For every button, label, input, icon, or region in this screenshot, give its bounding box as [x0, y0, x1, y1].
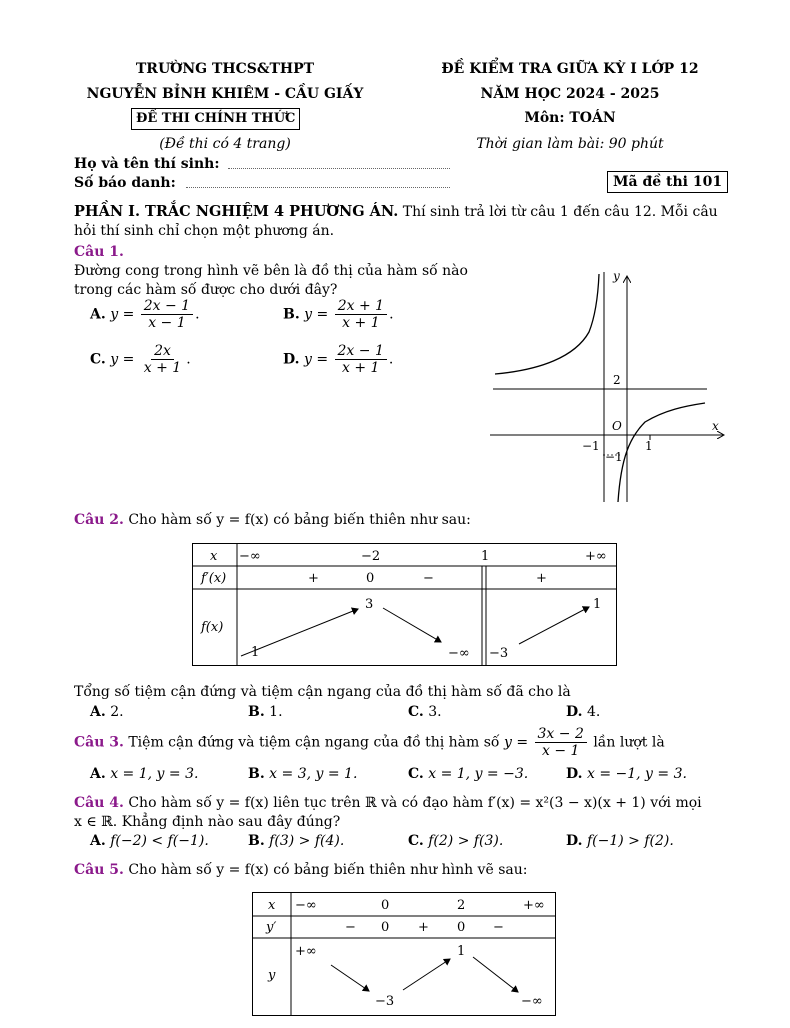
student-name-field[interactable]: [228, 168, 450, 169]
tick-label-neg1-x: −1: [582, 439, 600, 453]
student-name-label: Họ và tên thí sinh:: [74, 156, 220, 172]
q2-x-label: x: [210, 549, 218, 564]
q2-f-val-start: 1: [251, 645, 260, 660]
q3-option-d[interactable]: D. x = −1, y = 3.: [566, 766, 687, 782]
q2-text: Cho hàm số y = f(x) có bảng biến thiên như sau:: [128, 512, 471, 528]
part1-desc-line1: Thí sinh trả lời từ câu 1 đến câu 12. Mỗi câu: [402, 204, 718, 220]
official-exam-badge: ĐỀ THI CHÍNH THỨC: [131, 108, 300, 130]
q5-yp-sign-1: −: [345, 920, 356, 935]
q3-fraction: $\frac{3x - 2}{x - 1}$: [535, 726, 587, 759]
q2-fp-sign-3: −: [423, 571, 434, 586]
q2-f-val-max: 3: [365, 597, 374, 612]
q5-stem: [74, 862, 527, 878]
q3-option-b[interactable]: B. x = 3, y = 1.: [248, 766, 358, 782]
q3-option-a[interactable]: A. x = 1, y = 3.: [90, 766, 199, 782]
q1-label: Câu 1.: [74, 244, 124, 260]
q3-label: Câu 3.: [74, 734, 124, 751]
q5-arrow-up: [403, 959, 450, 990]
q2-f-label: f(x): [201, 620, 224, 635]
q2-fp-sign-2: 0: [366, 571, 375, 586]
q2-fp-sign-1: +: [308, 571, 319, 586]
q5-x-val-3: 2: [457, 898, 466, 913]
school-name-line1: TRƯỜNG THCS&THPT: [135, 61, 315, 77]
school-name-line2: NGUYỄN BỈNH KHIÊM - CẦU GIẤY: [86, 86, 364, 102]
q2-option-d[interactable]: D. 4.: [566, 704, 601, 720]
tick-label-2: 2: [613, 373, 621, 387]
q1-option-d[interactable]: D. y = $\frac{2x - 1}{x + 1}$ .: [283, 343, 394, 377]
q2-arrow-down: [383, 608, 441, 642]
q1-graph: [485, 262, 735, 507]
q2-x-val-3: 1: [481, 549, 490, 564]
q5-y-label: y: [268, 968, 276, 983]
q2-f-val-left-limit: −∞: [448, 646, 470, 661]
q5-yp-sign-2: 0: [381, 920, 390, 935]
q5-yp-sign-4: 0: [457, 920, 466, 935]
q2-fp-sign-4: +: [536, 571, 547, 586]
q2-arrow-up-2: [519, 607, 589, 644]
q5-x-val-4: +∞: [523, 898, 545, 913]
q2-f-val-end: 1: [593, 597, 602, 612]
exam-code: Mã đề thi 101: [607, 171, 728, 193]
q1-option-c[interactable]: C. y = $\frac{2x}{x + 1}$ .: [90, 343, 191, 377]
curve-left-branch: [495, 274, 599, 374]
q4-option-a[interactable]: A. f(−2) < f(−1).: [90, 833, 209, 849]
duration: Thời gian làm bài: 90 phút: [476, 136, 664, 152]
subject: Môn: TOÁN: [524, 110, 616, 126]
q1-option-b[interactable]: B. y = $\frac{2x + 1}{x + 1}$ .: [283, 298, 394, 332]
part1-desc-line2: hỏi thí sinh chỉ chọn một phương án.: [74, 223, 335, 239]
origin-label: O: [612, 419, 622, 433]
school-year: NĂM HỌC 2024 - 2025: [480, 86, 660, 102]
q1-text-line1: Đường cong trong hình vẽ bên là đồ thị của hàm số nào: [74, 263, 468, 279]
q4-option-b[interactable]: B. f(3) > f(4).: [248, 833, 345, 849]
student-id-label: Số báo danh:: [74, 175, 176, 191]
q2-x-val-4: +∞: [585, 549, 607, 564]
q3-text: Tiệm cận đứng và tiệm cận ngang của đồ thị hàm số: [128, 734, 500, 751]
page-count-note: (Đề thi có 4 trang): [159, 136, 291, 152]
x-axis-label: x: [712, 419, 719, 433]
q5-x-label: x: [268, 898, 276, 913]
q2-fp-label: f′(x): [201, 571, 227, 586]
part1-title: PHẦN I. TRẮC NGHIỆM 4 PHƯƠNG ÁN.: [74, 203, 399, 220]
q5-variation-table: [252, 892, 556, 1016]
q5-y-val-start: +∞: [295, 944, 317, 959]
q5-x-val-1: −∞: [295, 898, 317, 913]
student-id-field[interactable]: [186, 187, 450, 188]
y-axis-label: y: [613, 269, 620, 283]
curve-right-branch: [618, 403, 705, 502]
q2-variation-table: [192, 543, 617, 666]
q4-option-d[interactable]: D. f(−1) > f(2).: [566, 833, 674, 849]
q4-option-c[interactable]: C. f(2) > f(3).: [408, 833, 504, 849]
q4-text-line2: x ∈ ℝ. Khẳng định nào sau đây đúng?: [74, 814, 341, 830]
q2-x-val-1: −∞: [239, 549, 261, 564]
q1-text-line2: trong các hàm số được cho dưới đây?: [74, 282, 338, 298]
q2-label: Câu 2.: [74, 512, 124, 528]
q5-y-val-end: −∞: [521, 994, 543, 1009]
q2-option-b[interactable]: B. 1.: [248, 704, 283, 720]
q5-label: Câu 5.: [74, 862, 124, 878]
exam-title: ĐỀ KIỂM TRA GIỮA KỲ I LỚP 12: [441, 61, 699, 77]
q5-yp-label: y′: [266, 920, 277, 935]
q4-text-line1: Cho hàm số y = f(x) liên tục trên ℝ và có đạo hàm f′(x) = x²(3 − x)(x + 1) với mọi: [128, 795, 702, 811]
q5-yp-sign-3: +: [418, 920, 429, 935]
q5-x-val-2: 0: [381, 898, 390, 913]
q5-arrow-down-1: [331, 965, 369, 991]
tick-label-neg1-y: −1: [605, 450, 623, 464]
q5-text: Cho hàm số y = f(x) có bảng biến thiên như hình vẽ sau:: [128, 862, 528, 878]
q5-arrow-down-2: [473, 957, 518, 992]
q5-yp-sign-5: −: [493, 920, 504, 935]
tick-label-1: 1: [645, 439, 653, 453]
q2-option-a[interactable]: A. 2.: [90, 704, 124, 720]
q2-question: Tổng số tiệm cận đứng và tiệm cận ngang của đồ thị hàm số đã cho là: [74, 684, 571, 700]
q3-stem: Câu 3. Tiệm cận đứng và tiệm cận ngang của đồ thị hàm số y = $\frac{3x - 2}{x - 1}$ lần lượt là: [74, 726, 665, 760]
q5-y-val-min: −3: [375, 994, 395, 1009]
q5-y-val-max: 1: [457, 944, 466, 959]
q1-option-a[interactable]: A. y = $\frac{2x - 1}{x - 1}$ .: [90, 298, 200, 332]
q2-x-val-2: −2: [361, 549, 381, 564]
q2-stem: [74, 512, 471, 528]
q3-option-c[interactable]: C. x = 1, y = −3.: [408, 766, 529, 782]
q2-option-c[interactable]: C. 3.: [408, 704, 442, 720]
q4-stem-line1: [74, 795, 702, 811]
q2-f-val-right-limit: −3: [489, 646, 509, 661]
q4-label: Câu 4.: [74, 795, 124, 811]
